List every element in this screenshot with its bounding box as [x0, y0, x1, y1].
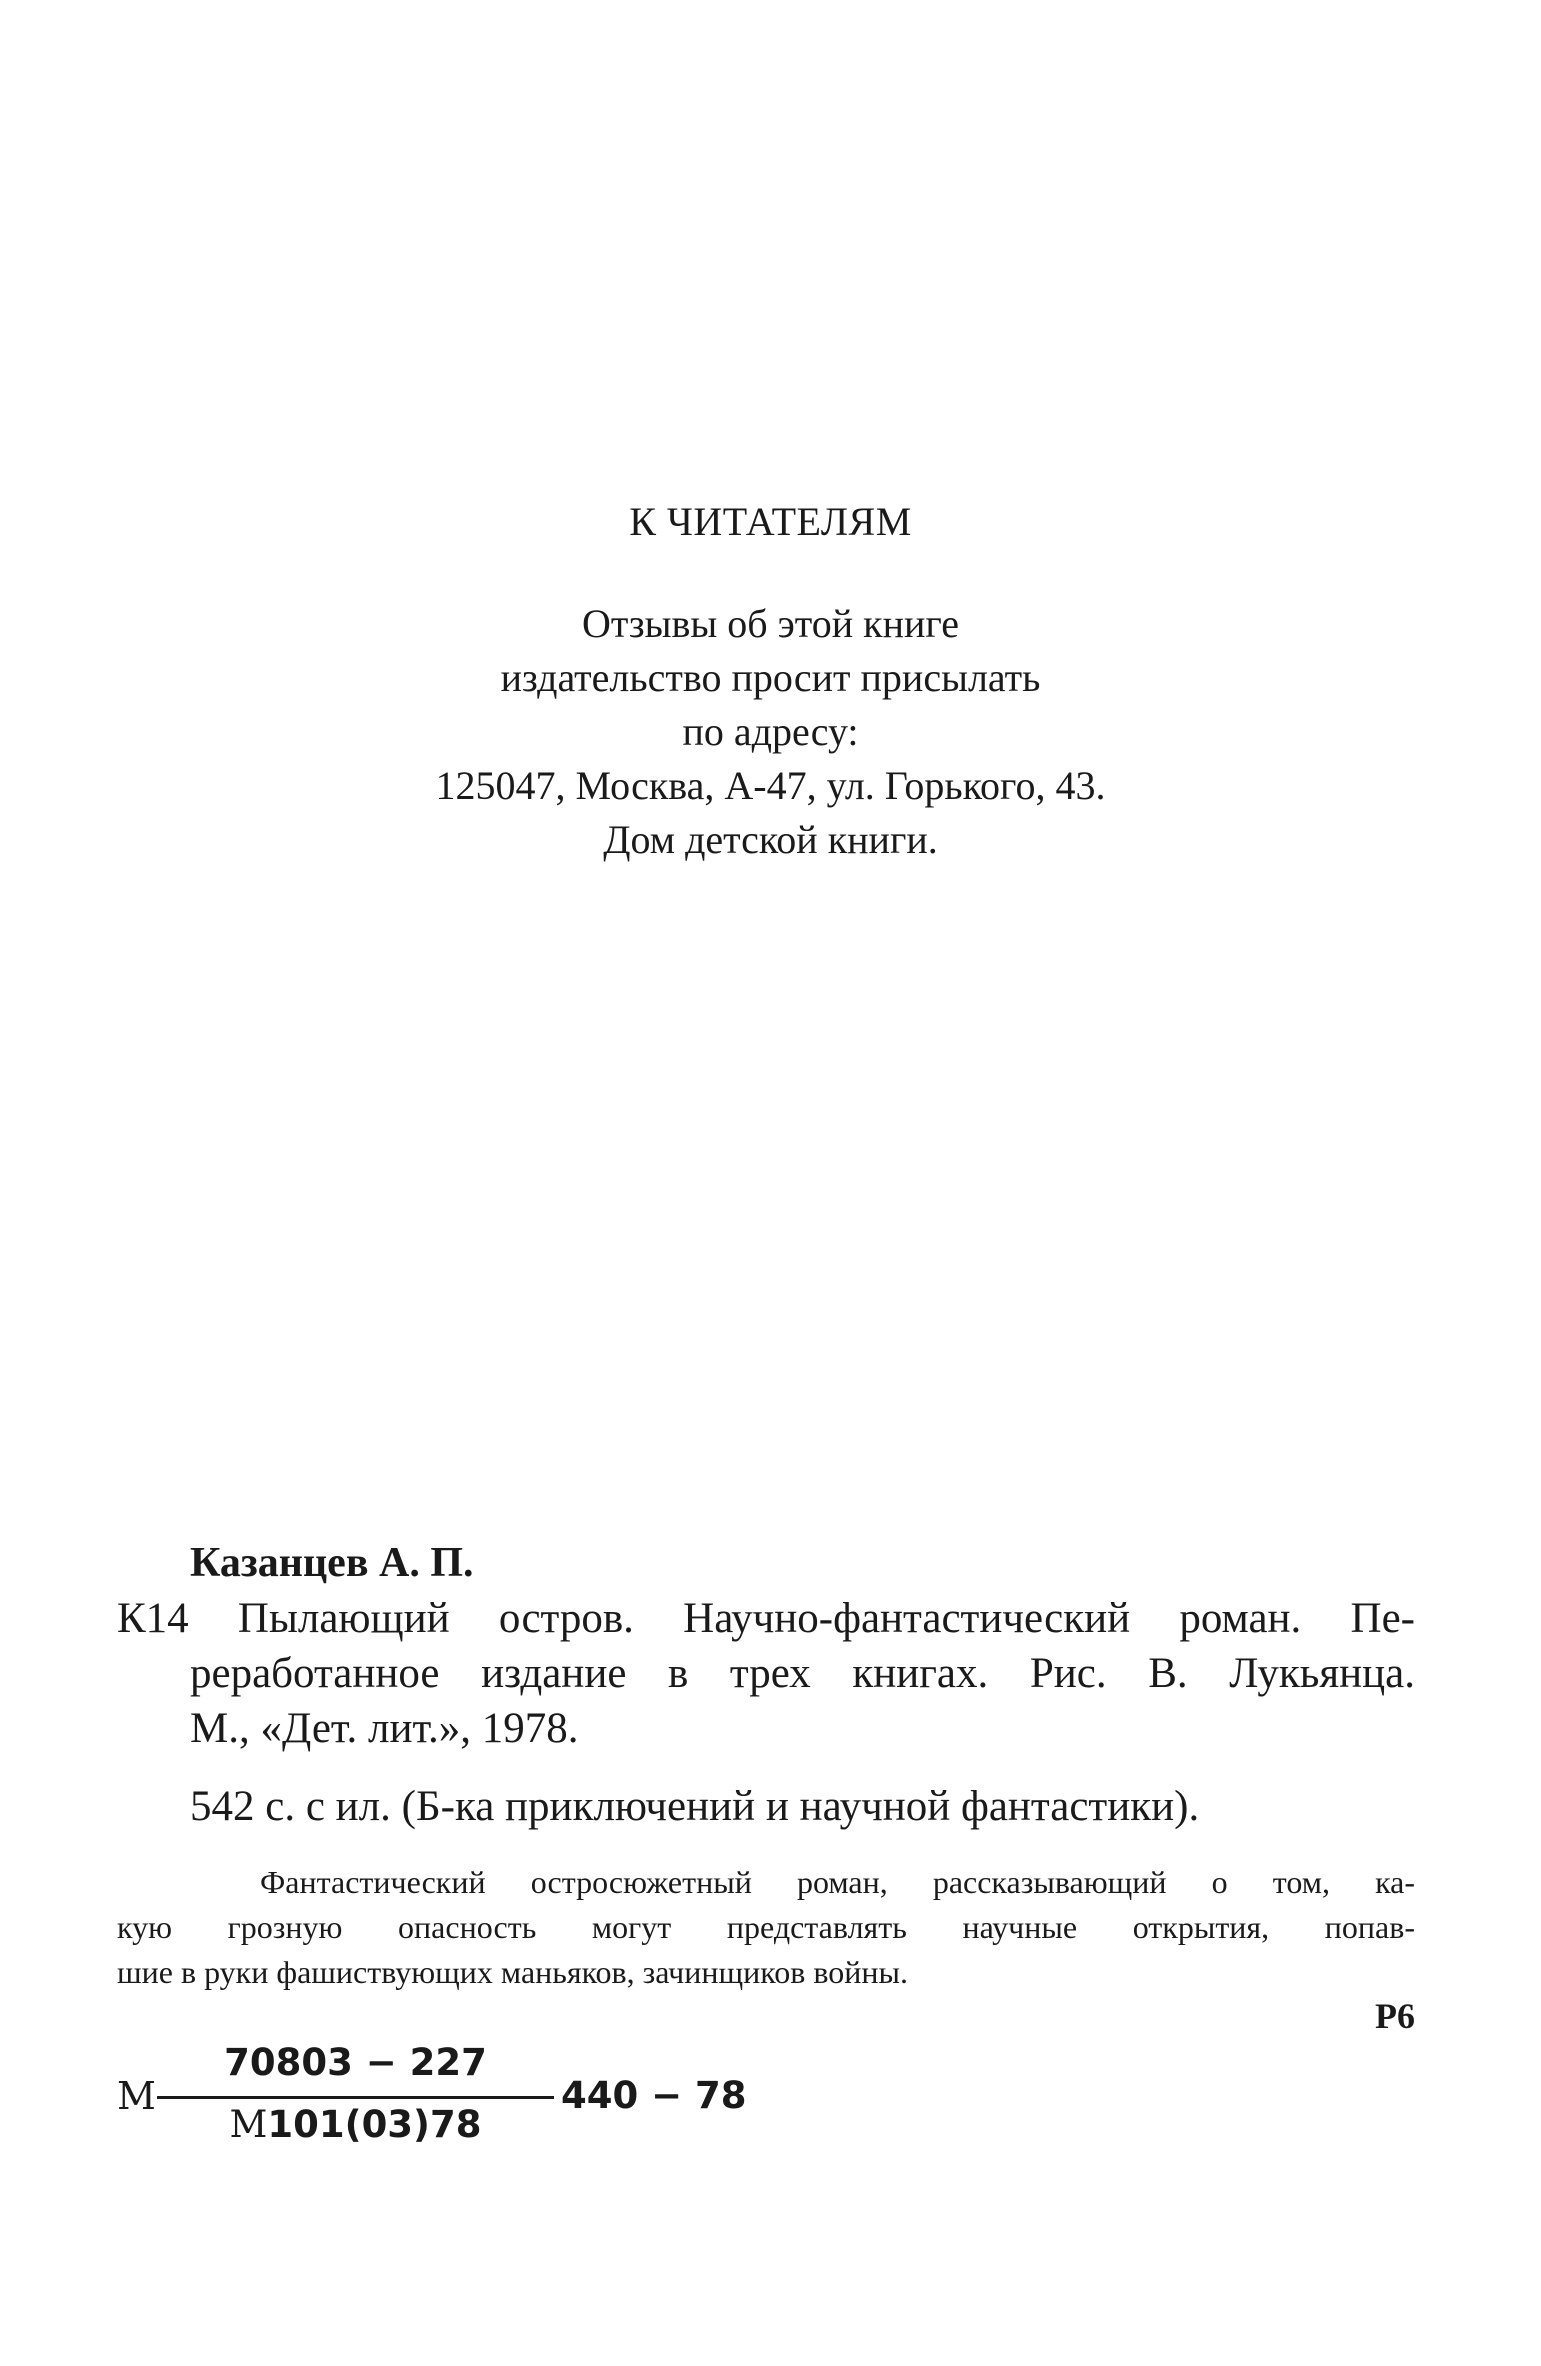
code-denominator-prefix: М	[229, 2103, 268, 2146]
catalog-code	[117, 2040, 747, 2150]
code-suffix: 440 − 78	[561, 2074, 747, 2117]
annotation-line: кую грозную опасность могут представлять научные открытия, попав-	[117, 1909, 1415, 1945]
annotation-line: Фантастический остросюжетный роман, рассказывающий о том, ка-	[260, 1864, 1415, 1900]
notice-line: 125047, Москва, А-47, ул. Горького, 43.	[435, 763, 1106, 808]
catalog-pages-series: 542 с. с ил. (Б-ка приключений и научной фантастики).	[190, 1783, 1200, 1830]
notice-address-block	[0, 597, 1541, 867]
fraction-bar	[157, 2096, 554, 2099]
notice-line: Отзывы об этой книге	[581, 601, 960, 646]
code-denominator-value: 101(03)78	[267, 2103, 482, 2146]
notice-heading: К ЧИТАТЕЛЯМ	[629, 499, 912, 544]
notice-line: издательство просит присылать	[500, 655, 1041, 700]
notice-line: по адресу:	[682, 709, 859, 754]
code-fraction	[157, 2040, 554, 2150]
catalog-entry	[117, 1591, 1415, 1756]
bbk-index: Р6	[1375, 1996, 1415, 2036]
code-numerator: 70803 − 227	[224, 2041, 487, 2084]
catalog-entry-line: М., «Дет. лит.», 1978.	[190, 1705, 579, 1752]
catalog-entry-line: реработанное издание в трех книгах. Рис. В. Лукьянца.	[190, 1650, 1415, 1697]
catalog-annotation	[117, 1860, 1415, 1995]
code-prefix: М	[117, 2074, 156, 2118]
notice-line: Дом детской книги.	[603, 817, 938, 862]
catalog-author: Казанцев А. П.	[190, 1540, 474, 1586]
annotation-line: шие в руки фашиствующих маньяков, зачинщиков войны.	[117, 1954, 908, 1990]
code-denominator	[157, 2102, 554, 2149]
catalog-entry-line: К14 Пылающий остров. Научно-фантастический роман. Пе-	[117, 1595, 1415, 1642]
